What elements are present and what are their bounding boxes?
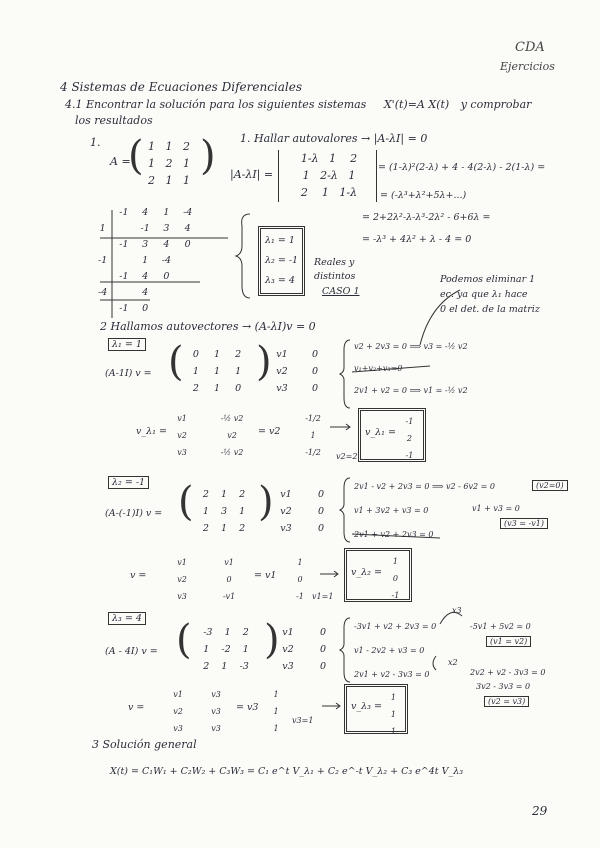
step2-heading: 2 Hallamos autovectores → (A-λI)v = 0 [100, 320, 316, 333]
lambda2-lhs: (A-(-1)I) v = [105, 508, 163, 519]
ruffini-row: -1 3 4 0 [119, 238, 191, 250]
note-real-distinct: Reales y distintos [314, 257, 356, 282]
lambda2-eq2: v1 + 3v2 + v3 = 0 [354, 506, 429, 515]
lambda3-eq2: v1 - 2v2 + v3 = 0 [354, 646, 425, 655]
ruffini-row: -1 4 1 -4 [119, 206, 193, 218]
lambda1-eq1: v2 + 2v3 = 0 ⟹ v3 = -½ v2 [354, 342, 468, 351]
lambda3-side-4: 3v2 - 3v3 = 0 [476, 682, 531, 691]
matrix-a-label: A = [110, 155, 131, 168]
lambda1-result-box: v_λ₁ = -1 2 -1 [358, 408, 426, 462]
lambda3-vec-label: v = [128, 702, 145, 713]
lambda2-vector: v1 v2 v3 [280, 489, 292, 534]
lambda3-sol-vec: v3 v3 v3 [211, 690, 221, 733]
lambda2-vec-label: v = [130, 570, 147, 581]
lambda2-sol-vec: v1 0 -v1 [222, 558, 236, 601]
lambda1-vector: v1 v2 v3 [276, 349, 288, 394]
ruffini-row: -1 1 -4 [98, 254, 172, 266]
lambda3-zero: 0 0 0 [319, 627, 327, 672]
general-solution: X(t) = C₁W₁ + C₂W₂ + C₃W₃ = C₁ e^t V_λ₁ + C₂ e^-t V_λ₂ + C₃ e^4t V_λ₃ [110, 766, 464, 777]
det-expansion-3: = 2+2λ²-λ-λ³-2λ² - 6+6λ = [362, 212, 491, 223]
lambda3-mark-x2: x2 [448, 658, 458, 667]
lambda3-eq3: 2v1 + v2 - 3v3 = 0 [354, 670, 430, 679]
notebook-page: CDA Ejercicios 4 Sistemas de Ecuaciones Diferenciales 4.1 Encontrar la solución para los siguientes sistemas X'(t)=A X(t) y comprobar los resultados 1. A = ( 1 1 2 1 2 1 2 1 1 ) 1. Hallar autovalores → |A-λI| = 0 |A-λI| = 1-λ 1 2 1 2-λ 1 2 1 1-λ = (1-λ)²(2-λ) + 4 - 4(2-λ) - 2(1-λ) = = (-λ³+λ²+5λ+...) = 2+2λ²-λ-λ³-2λ² - 6+6λ = = -λ³ + 4λ² + λ - 4 = 0 -1 4 1 -4 1 -1 3 4 -1 3 4 0 -1 1 -4 -1 4 0 -4 4 -1 0 λ₁ = 1 λ₂ = -1 λ₃ = 4 Reales y distintos CASO 1 Podemos eliminar 1 ec. ya que λ₁ hace 0 el det. de la matriz 2 Hallamos autovectores → (A-λI)v = 0 λ₁ = 1 (A-1I) v = ( 0 1 2 1 1 1 2 1 0 ) v1 v2 v3 0 0 0 v2 + 2v3 = 0 ⟹ v3 = -½ v2 v₁+v₂+v₃=0 2v1 + v2 = 0 ⟹ v1 = -½ v2 v_λ₁ = v1 v2 v3 -½ v2 v2 -½ v2 = v2 -1/2 1 -1/2 v2=2 v_λ₁ = -1 2 -1 λ₂ = -1 (A-(-1)I) v = ( 2 1 2 1 3 1 2 1 2 ) v1 v2 v3 0 0 0 2v1 - v2 + 2v3 = 0 ⟹ v2 - 6v2 = 0 v1 + 3v2 + v3 = 0 2v1 + v2 + 2v3 = 0 (v2=0) v1 + v3 = 0 (v3 = -v1) v = v1 v2 v3 v1 0 -v1 = v1 1 0 -1 v1=1 v_λ₂ = 1 0 -1 λ₃ = 4 (A - 4I) v = ( -3 1 2 1 -2 1 2 1 -3 ) v1 v2 v3 0 0 0 -3v1 + v2 + 2v3 = 0 v1 - 2v2 + v3 = 0 2v1 + v2 - 3v3 = 0 x3 x2 -5v1 + 5v2 = 0 (v1 = v2) 2v2 + v2 - 3v3 = 0 3v2 - 3v3 = 0 (v2 = v3) v = v1 v2 v3 v3 v3 v3 = v3 1 1 1 v3=1 v_λ₃ = 1 1 1 3 Solución general X(t) = C₁W₁ + C₂W₂ + C₃W₃ = C₁ e^t V_λ₁ + C₂ e^-t V_λ₂ + C₃ e^4t V_λ₃ 29 [0, 0, 600, 848]
lambda1-label: λ₁ = 1 [108, 338, 146, 351]
ruffini-table [92, 204, 198, 316]
lambda3-side-2: (v1 = v2) [486, 636, 531, 647]
det-expansion-4: = -λ³ + 4λ² + λ - 4 = 0 [362, 234, 472, 245]
note-case: CASO 1 [322, 286, 360, 297]
part-number: 1. [90, 136, 101, 149]
lambda2-sol-scaled: 1 0 -1 [296, 558, 304, 601]
ruffini-row: -1 4 0 [119, 270, 170, 282]
eigenvalues-box: λ₁ = 1 λ₂ = -1 λ₃ = 4 [258, 226, 305, 296]
exercise-statement-2: los resultados [75, 114, 153, 127]
step1-heading: 1. Hallar autovalores → |A-λI| = 0 [240, 132, 428, 145]
note-eliminate: Podemos eliminar 1 ec. ya que λ₁ hace 0 el det. de la matriz [440, 274, 540, 315]
lambda1-eq3: 2v1 + v2 = 0 ⟹ v1 = -½ v2 [354, 386, 468, 395]
lambda1-eq2: v₁+v₂+v₃=0 [354, 364, 403, 373]
lambda2-zero: 0 0 0 [317, 489, 325, 534]
lambda2-eq3: 2v1 + v2 + 2v3 = 0 [354, 530, 434, 539]
lambda3-label: λ₃ = 4 [108, 612, 146, 625]
lambda2-result-box: v_λ₂ = 1 0 -1 [344, 548, 412, 602]
lambda2-side-3: (v3 = -v1) [500, 518, 548, 529]
lambda3-sol-scaled: 1 1 1 [273, 690, 279, 733]
exercise-statement: 4.1 Encontrar la solución para los siguientes sistemas X'(t)=A X(t) y comprobar [65, 98, 532, 111]
course-code: CDA [515, 40, 545, 55]
lambda2-arrow-note: v1=1 [312, 592, 334, 601]
lambda1-sol-vec: -½ v2 v2 -½ v2 [220, 414, 244, 457]
lambda1-zero: 0 0 0 [311, 349, 319, 394]
lambda1-arrow-note: v2=2 [336, 452, 358, 461]
lambda1-sol-scaled: -1/2 1 -1/2 [305, 414, 321, 457]
det-expansion-1: = (1-λ)²(2-λ) + 4 - 4(2-λ) - 2(1-λ) = [378, 162, 546, 173]
section-title: 4 Sistemas de Ecuaciones Diferenciales [60, 80, 303, 94]
ruffini-row: -4 4 [98, 286, 149, 298]
lambda3-eq-v3: = v3 [236, 702, 259, 713]
det-expansion-2: = (-λ³+λ²+5λ+...) [380, 190, 467, 201]
lambda3-side-5: (v2 = v3) [484, 696, 529, 707]
ruffini-row: -1 0 [119, 302, 149, 314]
lambda2-vec-components: v1 v2 v3 [177, 558, 187, 601]
lambda3-side-1: -5v1 + 5v2 = 0 [470, 622, 531, 631]
lambda3-lhs: (A - 4I) v = [105, 646, 158, 657]
ruffini-row: 1 -1 3 4 [99, 222, 191, 234]
lambda1-vec-components: v1 v2 v3 [177, 414, 187, 457]
matrix-a-row: 2 1 1 [148, 174, 190, 187]
lambda3-vec-components: v1 v2 v3 [173, 690, 183, 733]
lambda1-eq-v2: = v2 [258, 426, 281, 437]
page-number: 29 [532, 804, 548, 818]
lambda3-arrow-note: v3=1 [292, 716, 314, 725]
ejercicios-label: Ejercicios [500, 60, 555, 73]
lambda1-lhs: (A-1I) v = [105, 368, 152, 379]
lambda3-vector: v1 v2 v3 [282, 627, 294, 672]
lambda1-vec-label: v_λ₁ = [136, 426, 167, 437]
lambda3-mark-x3: x3 [452, 606, 462, 615]
lambda2-eq-v1: = v1 [254, 570, 277, 581]
lambda2-eq1: 2v1 - v2 + 2v3 = 0 ⟹ v2 - 6v2 = 0 [354, 482, 495, 491]
matrix-a-row: 1 1 2 [148, 140, 190, 153]
lambda3-result-box: v_λ₃ = 1 1 1 [344, 684, 408, 734]
lambda2-side-2: v1 + v3 = 0 [472, 504, 520, 513]
lambda2-label: λ₂ = -1 [108, 476, 149, 489]
lambda3-side-3: 2v2 + v2 - 3v3 = 0 [470, 668, 546, 677]
lambda3-eq1: -3v1 + v2 + 2v3 = 0 [354, 622, 437, 631]
step3-heading: 3 Solución general [92, 738, 197, 751]
lambda2-side-1: (v2=0) [532, 480, 568, 491]
matrix-a-row: 1 2 1 [148, 157, 190, 170]
det-label: |A-λI| = [230, 168, 274, 181]
